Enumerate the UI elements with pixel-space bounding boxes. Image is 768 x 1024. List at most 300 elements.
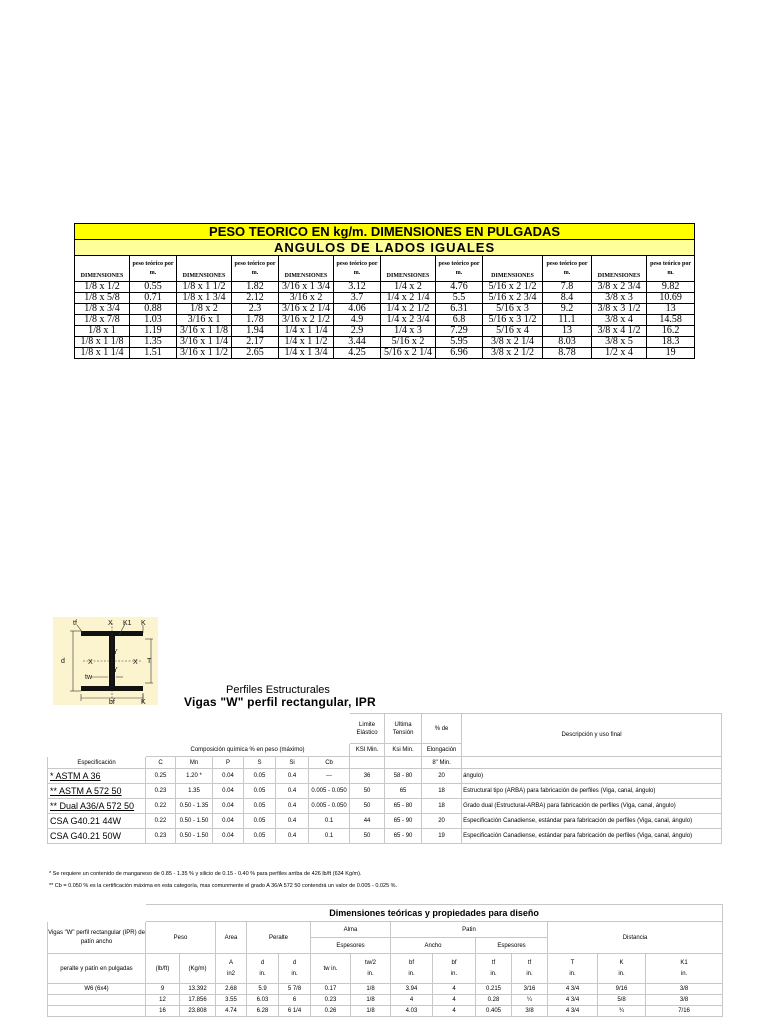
spec-desc-cell: Estructural tipo (ARBA) para fabricación de perfiles (Viga, canal, ángulo) xyxy=(462,784,722,799)
dims-value-cell: 6 xyxy=(279,995,311,1006)
dims-title: Dimensiones teóricas y propiedades para diseño xyxy=(146,905,723,922)
angle-dimension-cell: 1/4 x 1 3/4 xyxy=(279,348,334,359)
spec-tension-cell: 58 - 80 xyxy=(385,769,422,784)
angle-weight-cell: 1.82 xyxy=(232,282,279,293)
dims-value-cell: 0.215 xyxy=(476,984,512,995)
spec-desc-cell: ángulo) xyxy=(462,769,722,784)
spec-tension-cell: 65 - 90 xyxy=(385,829,422,844)
angle-weight-cell: 0.71 xyxy=(130,293,177,304)
angle-weight-cell: 2.65 xyxy=(232,348,279,359)
chem-c: C xyxy=(146,757,176,769)
spec-body xyxy=(48,769,722,844)
spec-c-cell: 0.23 xyxy=(146,784,176,799)
angle-weight-cell: 2.17 xyxy=(232,337,279,348)
angle-weight-cell: 3.12 xyxy=(334,282,381,293)
col-elong3: 8" Min. xyxy=(422,757,462,769)
dims-unit: in. xyxy=(291,971,298,977)
dims-value-cell: 4 xyxy=(433,984,476,995)
angle-dimension-cell: 3/16 x 1 3/4 xyxy=(279,282,334,293)
spec-s-cell: 0.05 xyxy=(244,784,276,799)
dims-body xyxy=(48,984,723,1017)
spec-desc-cell: Especificación Canadiense, estándar para fabricación de perfiles (Viga, canal, ángulo) xyxy=(462,829,722,844)
angles-col-weight: peso teórico por m. xyxy=(647,256,695,282)
dims-value-cell: 16 xyxy=(146,1006,180,1017)
dims-value-cell: 3/8 xyxy=(646,984,723,995)
col-patin: Patin xyxy=(391,922,548,938)
angle-dimension-cell: 3/8 x 5 xyxy=(592,337,647,348)
dims-unit: in. xyxy=(680,971,688,977)
dims-value-cell: 4 xyxy=(433,1006,476,1017)
spec-c-cell: 0.22 xyxy=(146,799,176,814)
angle-weight-cell: 7.8 xyxy=(543,282,592,293)
spec-c-cell: 0.25 xyxy=(146,769,176,784)
angle-dimension-cell: 3/8 x 4 xyxy=(592,315,647,326)
dims-unit: in. xyxy=(408,971,415,977)
dims-value-cell: 17.856 xyxy=(180,995,216,1006)
dims-symbol: tw/2 xyxy=(364,960,376,966)
chem-si: Si xyxy=(276,757,309,769)
dims-value-cell: 5 7/8 xyxy=(279,984,311,995)
table-row xyxy=(75,282,695,293)
spec-cb-cell: 0.005 - 0.050 xyxy=(309,784,350,799)
spec-s-cell: 0.05 xyxy=(244,814,276,829)
angle-dimension-cell: 1/8 x 5/8 xyxy=(75,293,130,304)
angle-weight-cell: 8.4 xyxy=(543,293,592,304)
dims-value-cell: 6 1/4 xyxy=(279,1006,311,1017)
spec-name-cell[interactable]: CSA G40.21 50W xyxy=(48,829,146,844)
dims-unit-cell xyxy=(646,954,723,984)
angle-weight-cell: 4.9 xyxy=(334,315,381,326)
angle-weight-cell: 0.55 xyxy=(130,282,177,293)
table-row xyxy=(75,304,695,315)
dims-symbol: A xyxy=(228,960,233,966)
label-k-bottom: K xyxy=(141,699,146,705)
angles-col-weight: peso teórico por m. xyxy=(130,256,177,282)
dims-symbol-row xyxy=(48,954,723,984)
dims-unit-cell xyxy=(548,954,598,984)
dims-value-cell: 0.23 xyxy=(311,995,351,1006)
spec-limit-cell: 50 xyxy=(350,829,385,844)
label-t: T xyxy=(147,658,152,665)
dims-value-cell: 1/8 xyxy=(351,984,391,995)
dims-unit-cell xyxy=(247,954,279,984)
spec-mn-cell: 0.50 - 1.50 xyxy=(176,829,213,844)
angle-weight-cell: 1.51 xyxy=(130,348,177,359)
spec-s-cell: 0.05 xyxy=(244,769,276,784)
angle-weight-cell: 6.96 xyxy=(436,348,483,359)
angle-dimension-cell: 1/8 x 1 3/4 xyxy=(177,293,232,304)
dims-unit-cell xyxy=(279,954,311,984)
col-peralte: Peralte xyxy=(247,922,311,954)
angle-dimension-cell: 1/2 x 4 xyxy=(592,348,647,359)
dims-value-cell: 0.405 xyxy=(476,1006,512,1017)
col-espesores-alma: Espesores xyxy=(311,938,391,954)
spec-si-cell: 0.4 xyxy=(276,769,309,784)
spec-elong-cell: 19 xyxy=(422,829,462,844)
angle-weight-cell: 19 xyxy=(647,348,695,359)
angles-body xyxy=(75,282,695,359)
dims-value-cell: 6.28 xyxy=(247,1006,279,1017)
angle-dimension-cell: 3/8 x 2 3/4 xyxy=(592,282,647,293)
dims-value-cell: 3.55 xyxy=(216,995,247,1006)
spec-tension-cell: 65 xyxy=(385,784,422,799)
col-tension: Ultima Tensión xyxy=(385,714,422,744)
angle-dimension-cell: 1/4 x 2 1/2 xyxy=(381,304,436,315)
dims-unit-cell xyxy=(512,954,548,984)
angle-dimension-cell: 5/16 x 2 1/2 xyxy=(483,282,543,293)
col-beam-name2: peralte y patín en pulgadas xyxy=(48,954,146,984)
beam-designation-cell xyxy=(48,995,146,1006)
chem-cb: Cb xyxy=(309,757,350,769)
spec-mn-cell: 0.50 - 1.35 xyxy=(176,799,213,814)
dims-value-cell: 3/8 xyxy=(512,1006,548,1017)
angle-dimension-cell: 5/16 x 2 1/4 xyxy=(381,348,436,359)
angle-weight-cell: 1.78 xyxy=(232,315,279,326)
col-alma: Alma xyxy=(311,922,391,938)
table-row xyxy=(48,1006,723,1017)
angles-col-dim: DIMENSIONES xyxy=(483,256,543,282)
chem-s: S xyxy=(244,757,276,769)
angle-dimension-cell: 1/8 x 1 1/4 xyxy=(75,348,130,359)
col-limit: Limite Elástico xyxy=(350,714,385,744)
spec-tension-cell: 65 - 90 xyxy=(385,814,422,829)
angle-dimension-cell: 5/16 x 3 1/2 xyxy=(483,315,543,326)
dims-value-cell: 3/16 xyxy=(512,984,548,995)
angle-weight-cell: 13 xyxy=(647,304,695,315)
dims-unit-cell xyxy=(391,954,433,984)
angle-dimension-cell: 3/8 x 3 1/2 xyxy=(592,304,647,315)
table-row xyxy=(75,315,695,326)
angles-col-dim: DIMENSIONES xyxy=(177,256,232,282)
angle-dimension-cell: 5/16 x 3 xyxy=(483,304,543,315)
dims-value-cell: 4 3/4 xyxy=(548,1006,598,1017)
angles-col-weight: peso teórico por m. xyxy=(334,256,381,282)
col-distancia: Distancia xyxy=(548,922,723,954)
profiles-subtitle: Vigas "W" perfil rectangular, IPR xyxy=(184,695,376,709)
angle-dimension-cell: 3/16 x 1 1/2 xyxy=(177,348,232,359)
angle-dimension-cell: 3/8 x 2 1/2 xyxy=(483,348,543,359)
angle-weight-cell: 1.19 xyxy=(130,326,177,337)
spec-limit-cell: 50 xyxy=(350,799,385,814)
angles-col-weight: peso teórico por m. xyxy=(436,256,483,282)
table-row xyxy=(48,995,723,1006)
dims-symbol: bf xyxy=(451,960,457,966)
angles-title: PESO TEORICO EN kg/m. DIMENSIONES EN PULGADAS xyxy=(75,224,695,240)
angle-weight-cell: 6.8 xyxy=(436,315,483,326)
label-x-left: X xyxy=(88,659,93,666)
dims-value-cell: 13.392 xyxy=(180,984,216,995)
dims-unit-cell xyxy=(146,954,180,984)
spec-name-cell[interactable]: CSA G40.21 44W xyxy=(48,814,146,829)
col-limit-unit: KSI Min. xyxy=(350,744,385,757)
angle-dimension-cell: 1/4 x 3 xyxy=(381,326,436,337)
angle-dimension-cell: 3/8 x 3 xyxy=(592,293,647,304)
angle-weight-cell: 3.7 xyxy=(334,293,381,304)
w-beam-diagram xyxy=(53,617,158,705)
dims-unit-cell xyxy=(433,954,476,984)
angles-col-dim: DIMENSIONES xyxy=(279,256,334,282)
angle-weight-cell: 1.03 xyxy=(130,315,177,326)
dims-symbol: tf xyxy=(527,960,532,966)
dims-value-cell: 23.808 xyxy=(180,1006,216,1017)
col-tension-unit: Ksi Min. xyxy=(385,744,422,757)
label-x-right: X xyxy=(133,659,138,666)
angle-dimension-cell: 1/8 x 3/4 xyxy=(75,304,130,315)
label-tf: tf xyxy=(73,620,77,627)
label-y-bottom: Y xyxy=(113,667,118,674)
angle-weight-cell: 1.94 xyxy=(232,326,279,337)
dims-value-cell: 5/8 xyxy=(598,995,646,1006)
spec-limit-cell: 36 xyxy=(350,769,385,784)
dims-value-cell: 4.74 xyxy=(216,1006,247,1017)
dims-unit: tw in. xyxy=(323,965,338,972)
angle-weight-cell: 4.25 xyxy=(334,348,381,359)
angles-col-weight: peso teórico por m. xyxy=(232,256,279,282)
dims-value-cell: 0.28 xyxy=(476,995,512,1006)
table-row xyxy=(48,829,722,844)
angle-dimension-cell: 3/16 x 2 xyxy=(279,293,334,304)
angle-weight-cell: 2.9 xyxy=(334,326,381,337)
angle-weight-cell: 4.76 xyxy=(436,282,483,293)
angle-dimension-cell: 1/4 x 2 1/4 xyxy=(381,293,436,304)
spec-cb-cell: 0.1 xyxy=(309,814,350,829)
dims-value-cell: 3/8 xyxy=(646,995,723,1006)
angle-weight-cell: 2.12 xyxy=(232,293,279,304)
col-spec: Especificación xyxy=(48,757,146,769)
spec-cb-cell: 0.005 - 0.050 xyxy=(309,799,350,814)
beam-designation-cell xyxy=(48,1006,146,1017)
dims-value-cell: ¼ xyxy=(512,995,548,1006)
dims-value-cell: 0.17 xyxy=(311,984,351,995)
spec-c-cell: 0.23 xyxy=(146,829,176,844)
angles-table xyxy=(74,223,695,359)
label-k1: K1 xyxy=(123,620,132,627)
dims-symbol: d xyxy=(260,960,265,966)
dims-value-cell: 12 xyxy=(146,995,180,1006)
angle-dimension-cell: 5/16 x 2 3/4 xyxy=(483,293,543,304)
dims-symbol: K xyxy=(619,960,624,966)
spec-elong-cell: 20 xyxy=(422,814,462,829)
angle-weight-cell: 7.29 xyxy=(436,326,483,337)
angle-dimension-cell: 1/8 x 1/2 xyxy=(75,282,130,293)
dims-unit: in. xyxy=(618,971,625,977)
label-x-top: X xyxy=(108,620,113,627)
dims-value-cell: 9 xyxy=(146,984,180,995)
dims-value-cell: 2.68 xyxy=(216,984,247,995)
angle-dimension-cell: 3/16 x 1 xyxy=(177,315,232,326)
spec-desc-cell: Especificación Canadiense, estándar para fabricación de perfiles (Viga, canal, ángulo) xyxy=(462,814,722,829)
table-row xyxy=(75,293,695,304)
angle-dimension-cell: 3/16 x 2 1/2 xyxy=(279,315,334,326)
dims-value-cell: 1/8 xyxy=(351,995,391,1006)
dims-value-cell: 4 3/4 xyxy=(548,995,598,1006)
dims-unit: (Kg/m) xyxy=(188,965,207,972)
col-ancho: Ancho xyxy=(391,938,476,954)
spec-si-cell: 0.4 xyxy=(276,829,309,844)
angles-col-dim: DIMENSIONES xyxy=(381,256,436,282)
dims-value-cell: 4 3/4 xyxy=(548,984,598,995)
dims-value-cell: 4 xyxy=(391,995,433,1006)
dims-unit-cell xyxy=(351,954,391,984)
spec-desc-cell: Grado dual (Estructural-ARBA) para fabricación de perfiles (Viga, canal, ángulo) xyxy=(462,799,722,814)
spec-mn-cell: 1.35 xyxy=(176,784,213,799)
angle-weight-cell: 14.58 xyxy=(647,315,695,326)
dims-symbol: tf xyxy=(491,960,496,966)
profiles-title: Perfiles Estructurales xyxy=(226,684,330,696)
angle-dimension-cell: 1/8 x 1 1/2 xyxy=(177,282,232,293)
label-tw: tw xyxy=(85,674,92,681)
angle-weight-cell: 5.95 xyxy=(436,337,483,348)
spec-limit-cell: 44 xyxy=(350,814,385,829)
table-row xyxy=(48,769,722,784)
label-bf: bf xyxy=(109,699,115,705)
col-area: Area xyxy=(216,922,247,954)
spec-cb-cell: --- xyxy=(309,769,350,784)
spec-mn-cell: 1.20 * xyxy=(176,769,213,784)
label-y-top: Y xyxy=(113,649,118,656)
dims-value-cell: 0.26 xyxy=(311,1006,351,1017)
angle-dimension-cell: 1/4 x 2 3/4 xyxy=(381,315,436,326)
angle-dimension-cell: 5/16 x 4 xyxy=(483,326,543,337)
spec-table xyxy=(47,713,722,844)
dims-value-cell: 3.94 xyxy=(391,984,433,995)
table-row xyxy=(48,799,722,814)
dims-unit: in. xyxy=(367,971,374,977)
footnote-1: * Se requiere un contenido de manganeso de 0.85 - 1.35 % y silicio de 0.15 - 0.40 % para perfiles arriba de 426 lb/ft (634 Kg/m). xyxy=(49,871,362,877)
angle-dimension-cell: 3/8 x 2 1/4 xyxy=(483,337,543,348)
dims-value-cell: 6.03 xyxy=(247,995,279,1006)
angles-col-weight: peso teórico por m. xyxy=(543,256,592,282)
angle-weight-cell: 9.2 xyxy=(543,304,592,315)
spec-limit-cell: 50 xyxy=(350,784,385,799)
dims-value-cell: 4.03 xyxy=(391,1006,433,1017)
spec-name-cell[interactable]: * ASTM A 36 xyxy=(48,769,146,784)
dims-value-cell: 7/16 xyxy=(646,1006,723,1017)
col-elong: % de xyxy=(422,714,462,744)
col-peso: Peso xyxy=(146,922,216,954)
dims-value-cell: 1/8 xyxy=(351,1006,391,1017)
spec-elong-cell: 18 xyxy=(422,799,462,814)
label-d: d xyxy=(61,658,65,665)
angle-dimension-cell: 1/8 x 7/8 xyxy=(75,315,130,326)
angle-weight-cell: 6.31 xyxy=(436,304,483,315)
spec-name-cell[interactable]: ** Dual A36/A 572 50 xyxy=(48,799,146,814)
spec-si-cell: 0.4 xyxy=(276,799,309,814)
dims-symbol: bf xyxy=(408,960,414,966)
dims-symbol: d xyxy=(292,960,297,966)
angle-dimension-cell: 3/16 x 1 1/4 xyxy=(177,337,232,348)
angle-weight-cell: 8.03 xyxy=(543,337,592,348)
angle-weight-cell: 13 xyxy=(543,326,592,337)
spec-p-cell: 0.04 xyxy=(213,814,244,829)
angle-dimension-cell: 3/16 x 1 1/8 xyxy=(177,326,232,337)
angle-dimension-cell: 1/4 x 2 xyxy=(381,282,436,293)
angle-dimension-cell: 3/8 x 4 1/2 xyxy=(592,326,647,337)
beam-designation-cell: W6 (6x4) xyxy=(48,984,146,995)
spec-si-cell: 0.4 xyxy=(276,814,309,829)
dims-unit-cell xyxy=(216,954,247,984)
chem-p: P xyxy=(213,757,244,769)
spec-p-cell: 0.04 xyxy=(213,784,244,799)
dims-value-cell: ¾ xyxy=(598,1006,646,1017)
table-row xyxy=(48,984,723,995)
angle-weight-cell: 4.06 xyxy=(334,304,381,315)
spec-tension-cell: 65 - 80 xyxy=(385,799,422,814)
angle-weight-cell: 5.5 xyxy=(436,293,483,304)
angle-dimension-cell: 1/8 x 2 xyxy=(177,304,232,315)
angles-col-dim: DIMENSIONES xyxy=(592,256,647,282)
angle-dimension-cell: 1/8 x 1 1/8 xyxy=(75,337,130,348)
angle-dimension-cell: 1/4 x 1 1/2 xyxy=(279,337,334,348)
spec-p-cell: 0.04 xyxy=(213,769,244,784)
dims-symbol: T xyxy=(570,960,575,966)
dims-value-cell: 9/16 xyxy=(598,984,646,995)
spec-p-cell: 0.04 xyxy=(213,829,244,844)
angle-weight-cell: 11.1 xyxy=(543,315,592,326)
spec-s-cell: 0.05 xyxy=(244,799,276,814)
dims-unit-cell xyxy=(476,954,512,984)
dims-unit: in. xyxy=(450,971,458,977)
spec-cb-cell: 0.1 xyxy=(309,829,350,844)
angle-weight-cell: 16.2 xyxy=(647,326,695,337)
dims-unit-cell xyxy=(311,954,351,984)
dims-unit-cell xyxy=(180,954,216,984)
col-elong2: Elongación xyxy=(422,744,462,757)
spec-elong-cell: 18 xyxy=(422,784,462,799)
dims-value-cell: 4 xyxy=(433,995,476,1006)
angle-weight-cell: 10.69 xyxy=(647,293,695,304)
dims-unit: in. xyxy=(569,971,576,977)
table-row xyxy=(48,784,722,799)
dims-unit-cell xyxy=(598,954,646,984)
spec-name-cell[interactable]: ** ASTM A 572 50 xyxy=(48,784,146,799)
angle-weight-cell: 8.78 xyxy=(543,348,592,359)
angle-weight-cell: 3.44 xyxy=(334,337,381,348)
dims-unit: (lb/ft) xyxy=(155,965,170,972)
table-row xyxy=(75,326,695,337)
angles-header-row xyxy=(75,256,695,282)
spec-s-cell: 0.05 xyxy=(244,829,276,844)
spec-si-cell: 0.4 xyxy=(276,784,309,799)
dims-unit: in2 xyxy=(226,971,235,977)
dims-unit: in. xyxy=(490,971,497,977)
chem-mn: Mn xyxy=(176,757,213,769)
angle-weight-cell: 18.3 xyxy=(647,337,695,348)
angles-col-dim: DIMENSIONES xyxy=(75,256,130,282)
angle-weight-cell: 2.3 xyxy=(232,304,279,315)
dimensions-table xyxy=(47,904,723,1017)
angle-weight-cell: 9.82 xyxy=(647,282,695,293)
footnote-2: ** Cb = 0.050 % es la certificación máxima en esta categoría, mas comunmente el grado A 36/A 572 50 contendrá un valor de 0.005 - 0.025 %. xyxy=(49,883,398,889)
dims-unit: in. xyxy=(259,971,266,977)
col-desc: Descripción y uso final xyxy=(462,714,722,757)
angle-dimension-cell: 5/16 x 2 xyxy=(381,337,436,348)
angles-subtitle: ANGULOS DE LADOS IGUALES xyxy=(75,240,695,256)
angle-weight-cell: 0.88 xyxy=(130,304,177,315)
angle-dimension-cell: 3/16 x 2 1/4 xyxy=(279,304,334,315)
dims-value-cell: 5.9 xyxy=(247,984,279,995)
table-row xyxy=(75,337,695,348)
col-espesores-patin: Espesores xyxy=(476,938,548,954)
table-row xyxy=(75,348,695,359)
spec-p-cell: 0.04 xyxy=(213,799,244,814)
spec-mn-cell: 0.50 - 1.50 xyxy=(176,814,213,829)
angle-weight-cell: 1.35 xyxy=(130,337,177,348)
dims-symbol: K1 xyxy=(680,960,688,966)
table-row xyxy=(48,814,722,829)
col-comp: Composición química % en peso (máximo) xyxy=(146,744,350,757)
dims-unit: in. xyxy=(526,971,533,977)
